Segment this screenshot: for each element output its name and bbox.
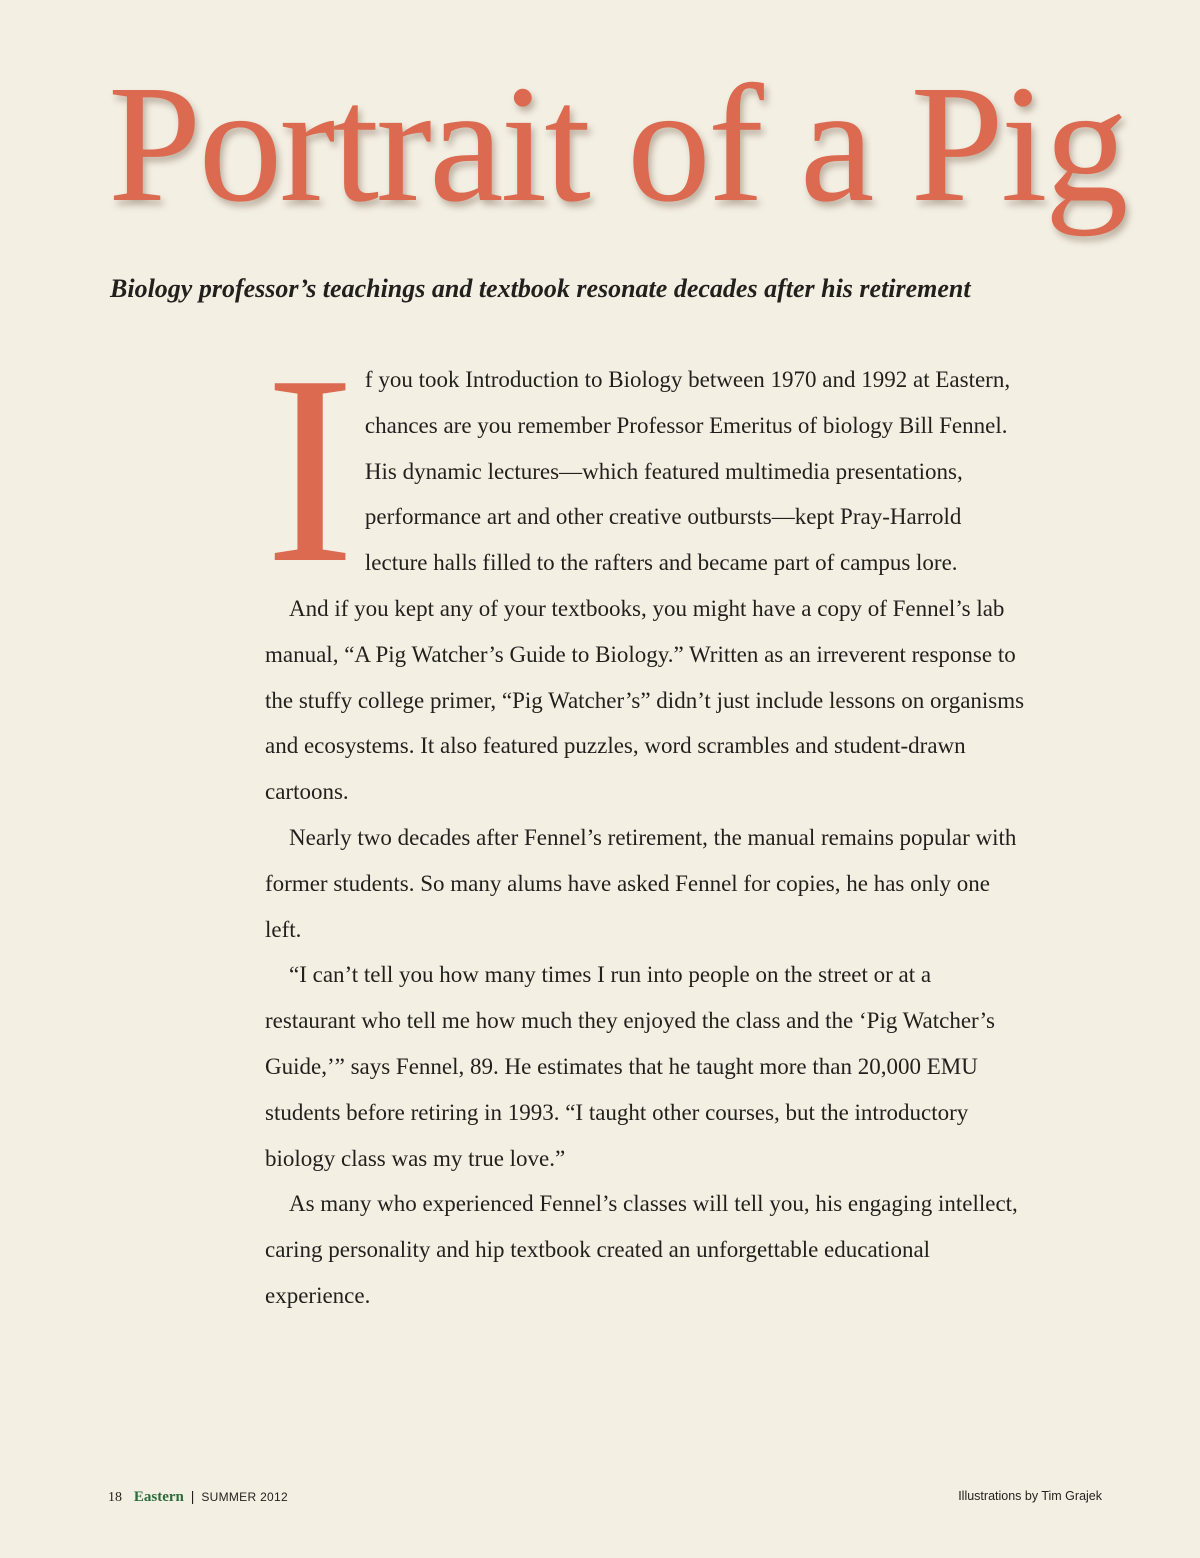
article-paragraph-5: As many who experienced Fennel’s classes will tell you, his engaging intellect, caring personality and hip textbook created an unforgettable educational experience. (265, 1191, 1018, 1308)
footer-separator: | (190, 1488, 195, 1504)
illustration-credit: Illustrations by Tim Grajek (958, 1489, 1102, 1503)
drop-cap: I (265, 320, 355, 619)
page-number: 18 (108, 1490, 122, 1505)
article-paragraph-1 (265, 320, 1025, 619)
issue-label: SUMMER 2012 (201, 1490, 288, 1504)
article-paragraph-3: Nearly two decades after Fennel’s retirement, the manual remains popular with former students. So many alums have asked Fennel for copies, he has only one left. (265, 824, 1017, 942)
article-title: Portrait of a Pig (108, 51, 1126, 237)
page-footer (108, 1488, 288, 1506)
article-paragraph-2: And if you kept any of your textbooks, you might have a copy of Fennel’s lab manual, “A Pig Watcher’s Guide to Biology.” Written as an irreverent response to the stuffy college primer, “Pig Watcher’s” didn’t just include lessons on organisms and ecosystems. It also featured puzzles, word scrambles and student-drawn cartoons. (265, 595, 1025, 805)
article-paragraph-4: “I can’t tell you how many times I run into people on the street or at a restaurant who tell me how much they enjoyed the class and the ‘Pig Watcher’s Guide,’” says Fennel, 89. He estimates that he taught more than 20,000 EMU students before retiring in 1993. “I taught other courses, but the introductory biology class was my true love.” (265, 962, 995, 1171)
article-body (265, 320, 1025, 1319)
paragraph-1-text: f you took Introduction to Biology between 1970 and 1992 at Eastern, chances are you remember Professor Emeritus of biology Bill Fennel. His dynamic lectures—which featured multimedia presentations, performance art and other creative outbursts—kept Pray-Harrold lecture halls filled to the rafters and became part of campus lore. (364, 367, 1011, 576)
article-subtitle: Biology professor’s teachings and textbook resonate decades after his retirement (110, 274, 971, 303)
magazine-name: Eastern (133, 1489, 184, 1505)
